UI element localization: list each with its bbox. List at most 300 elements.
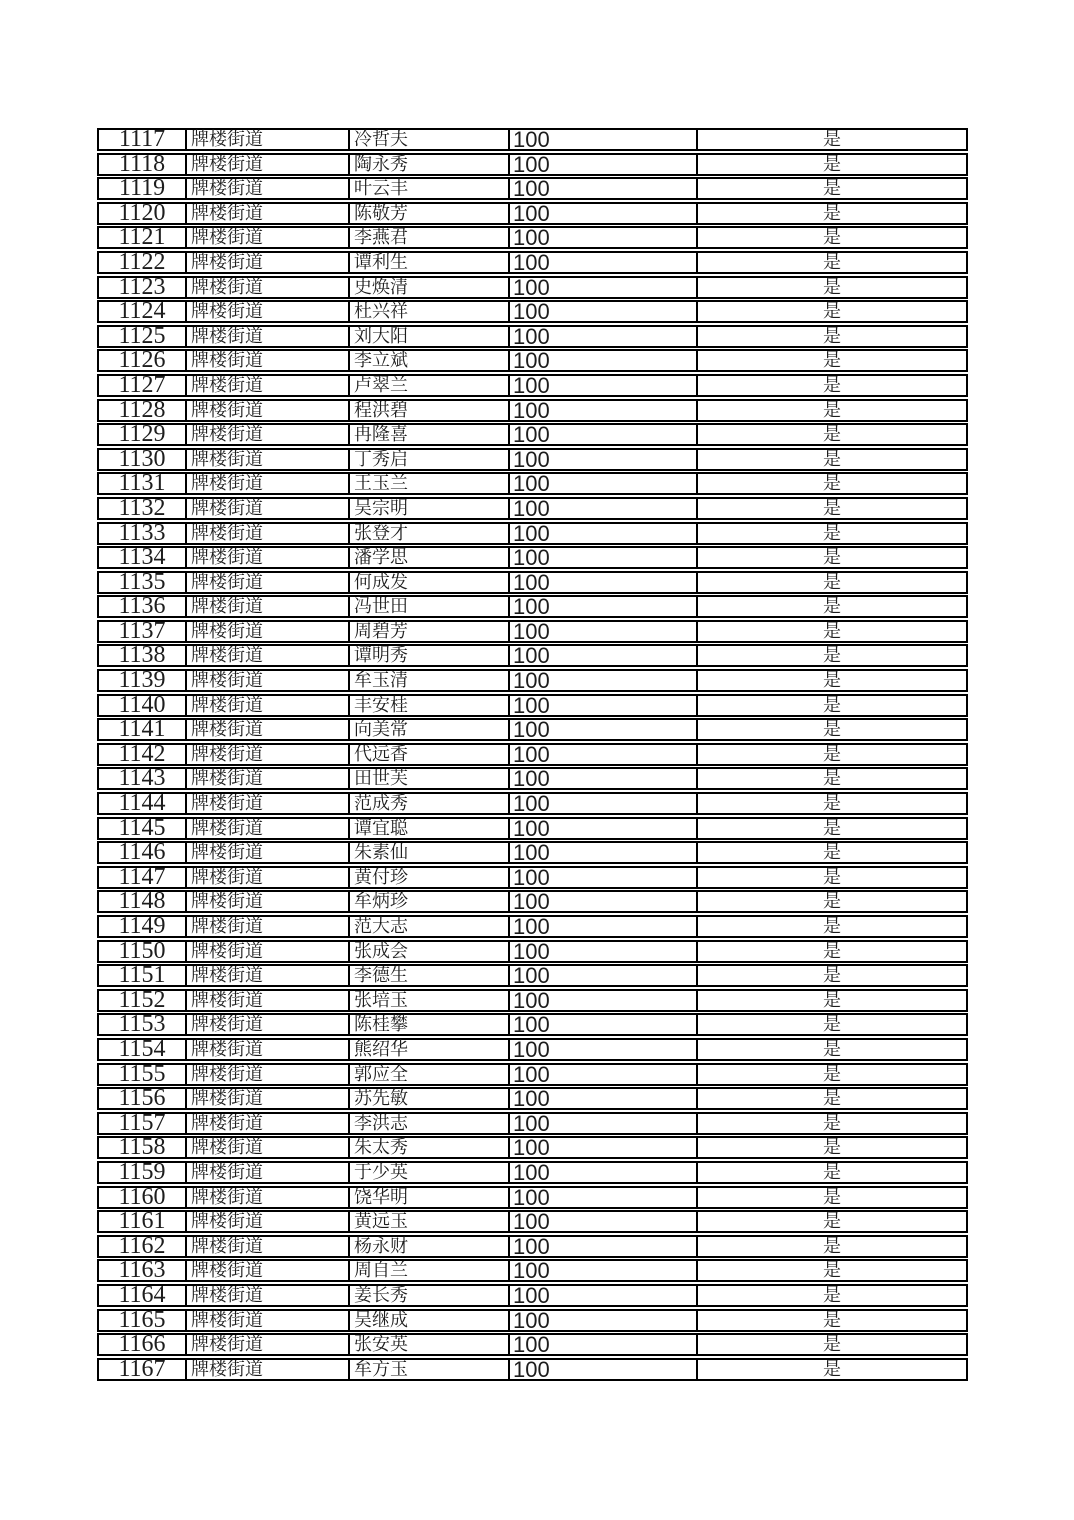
person-name-cell: 陶永秀 xyxy=(348,155,508,174)
person-name-cell: 史焕清 xyxy=(348,278,508,297)
person-name-cell: 范成秀 xyxy=(348,794,508,813)
table-row xyxy=(97,423,968,446)
table-row xyxy=(97,273,968,300)
score-cell: 100 xyxy=(508,696,696,715)
score-cell: 100 xyxy=(508,499,696,518)
row-number-cell: 1137 xyxy=(118,617,166,644)
table-row xyxy=(97,841,968,864)
row-number-cell: 1164 xyxy=(118,1281,166,1308)
table-row xyxy=(97,595,968,618)
person-name-cell: 冯世田 xyxy=(348,597,508,616)
score-cell: 100 xyxy=(508,204,696,223)
person-name-cell: 于少英 xyxy=(348,1163,508,1182)
table-row xyxy=(97,1035,968,1062)
score-cell: 100 xyxy=(508,573,696,592)
street-cell: 牌楼街道 xyxy=(185,671,348,690)
person-name-cell: 张登才 xyxy=(348,524,508,543)
confirmed-cell: 是 xyxy=(696,868,966,887)
person-name-cell: 周自兰 xyxy=(348,1261,508,1280)
table-row xyxy=(97,890,968,913)
confirmed-cell: 是 xyxy=(696,425,966,444)
row-number-cell: 1133 xyxy=(118,519,166,546)
table-row xyxy=(97,691,968,718)
score-cell: 100 xyxy=(508,745,696,764)
score-cell: 100 xyxy=(508,351,696,370)
row-number-cell: 1131 xyxy=(118,470,166,497)
row-number-cell: 1136 xyxy=(118,593,166,620)
score-cell: 100 xyxy=(508,1360,696,1379)
street-cell: 牌楼街道 xyxy=(185,302,348,321)
person-name-cell: 朱太秀 xyxy=(348,1138,508,1157)
street-cell: 牌楼街道 xyxy=(185,1286,348,1305)
score-cell: 100 xyxy=(508,1188,696,1207)
confirmed-cell: 是 xyxy=(696,1311,966,1330)
person-name-cell: 吴继成 xyxy=(348,1311,508,1330)
table-row xyxy=(97,300,968,323)
table-row xyxy=(97,986,968,1013)
table-row xyxy=(97,371,968,398)
table-row xyxy=(97,1136,968,1159)
person-name-cell: 李德生 xyxy=(348,966,508,985)
table-row xyxy=(97,1232,968,1259)
street-cell: 牌楼街道 xyxy=(185,769,348,788)
street-cell: 牌楼街道 xyxy=(185,1015,348,1034)
street-cell: 牌楼街道 xyxy=(185,1212,348,1231)
score-cell: 100 xyxy=(508,917,696,936)
person-name-cell: 熊绍华 xyxy=(348,1040,508,1059)
confirmed-cell: 是 xyxy=(696,401,966,420)
row-number-cell: 1149 xyxy=(118,913,166,939)
table-row xyxy=(97,767,968,790)
person-name-cell: 王玉兰 xyxy=(348,474,508,493)
street-cell: 牌楼街道 xyxy=(185,696,348,715)
confirmed-cell: 是 xyxy=(696,1114,966,1133)
table-row xyxy=(97,177,968,200)
score-cell: 100 xyxy=(508,1261,696,1280)
street-cell: 牌楼街道 xyxy=(185,351,348,370)
street-cell: 牌楼街道 xyxy=(185,720,348,739)
row-number-cell: 1120 xyxy=(118,199,166,226)
row-number-cell: 1141 xyxy=(118,716,166,743)
street-cell: 牌楼街道 xyxy=(185,892,348,911)
confirmed-cell: 是 xyxy=(696,573,966,592)
score-cell: 100 xyxy=(508,1237,696,1256)
score-cell: 100 xyxy=(508,253,696,272)
person-name-cell: 饶华明 xyxy=(348,1188,508,1207)
row-number-cell: 1148 xyxy=(118,888,166,915)
street-cell: 牌楼街道 xyxy=(185,843,348,862)
person-name-cell: 谭利生 xyxy=(348,253,508,272)
row-number-cell: 1127 xyxy=(118,371,166,398)
street-cell: 牌楼街道 xyxy=(185,450,348,469)
row-number-cell: 1145 xyxy=(118,814,166,841)
row-number-cell: 1143 xyxy=(118,765,166,792)
confirmed-cell: 是 xyxy=(696,228,966,247)
score-cell: 100 xyxy=(508,425,696,444)
table-row xyxy=(97,792,968,815)
table-row xyxy=(97,128,968,151)
score-cell: 100 xyxy=(508,991,696,1010)
street-cell: 牌楼街道 xyxy=(185,155,348,174)
score-cell: 100 xyxy=(508,1065,696,1084)
street-cell: 牌楼街道 xyxy=(185,327,348,346)
person-name-cell: 朱素仙 xyxy=(348,843,508,862)
table-row xyxy=(97,964,968,987)
table-row xyxy=(97,494,968,521)
person-name-cell: 牟玉清 xyxy=(348,671,508,690)
confirmed-cell: 是 xyxy=(696,351,966,370)
table-row xyxy=(97,322,968,349)
person-name-cell: 丰安桂 xyxy=(348,696,508,715)
person-name-cell: 杜兴祥 xyxy=(348,302,508,321)
row-number-cell: 1160 xyxy=(118,1183,166,1210)
confirmed-cell: 是 xyxy=(696,1163,966,1182)
confirmed-cell: 是 xyxy=(696,253,966,272)
score-cell: 100 xyxy=(508,228,696,247)
person-name-cell: 冉隆喜 xyxy=(348,425,508,444)
person-name-cell: 卢翠兰 xyxy=(348,376,508,395)
row-number-cell: 1162 xyxy=(118,1232,166,1259)
confirmed-cell: 是 xyxy=(696,819,966,838)
street-cell: 牌楼街道 xyxy=(185,1065,348,1084)
score-cell: 100 xyxy=(508,1138,696,1157)
row-number-cell: 1130 xyxy=(118,445,166,472)
street-cell: 牌楼街道 xyxy=(185,597,348,616)
street-cell: 牌楼街道 xyxy=(185,917,348,936)
row-number-cell: 1144 xyxy=(118,790,166,817)
confirmed-cell: 是 xyxy=(696,302,966,321)
score-cell: 100 xyxy=(508,1335,696,1354)
row-number-cell: 1158 xyxy=(118,1134,166,1161)
street-cell: 牌楼街道 xyxy=(185,1188,348,1207)
street-cell: 牌楼街道 xyxy=(185,179,348,198)
table-row xyxy=(97,1281,968,1308)
confirmed-cell: 是 xyxy=(696,1212,966,1231)
street-cell: 牌楼街道 xyxy=(185,253,348,272)
street-cell: 牌楼街道 xyxy=(185,991,348,1010)
street-cell: 牌楼街道 xyxy=(185,499,348,518)
score-cell: 100 xyxy=(508,474,696,493)
street-cell: 牌楼街道 xyxy=(185,1138,348,1157)
confirmed-cell: 是 xyxy=(696,1360,966,1379)
score-cell: 100 xyxy=(508,1089,696,1108)
confirmed-cell: 是 xyxy=(696,892,966,911)
confirmed-cell: 是 xyxy=(696,1065,966,1084)
row-number-cell: 1154 xyxy=(118,1035,166,1062)
street-cell: 牌楼街道 xyxy=(185,1237,348,1256)
row-number-cell: 1146 xyxy=(118,839,166,866)
person-name-cell: 何成发 xyxy=(348,573,508,592)
row-number-cell: 1138 xyxy=(118,642,166,669)
score-cell: 100 xyxy=(508,646,696,665)
score-cell: 100 xyxy=(508,966,696,985)
score-cell: 100 xyxy=(508,769,696,788)
person-name-cell: 田世芙 xyxy=(348,769,508,788)
score-cell: 100 xyxy=(508,622,696,641)
score-cell: 100 xyxy=(508,1114,696,1133)
street-cell: 牌楼街道 xyxy=(185,228,348,247)
row-number-cell: 1123 xyxy=(118,273,166,300)
street-cell: 牌楼街道 xyxy=(185,622,348,641)
street-cell: 牌楼街道 xyxy=(185,819,348,838)
row-number-cell: 1163 xyxy=(118,1257,166,1284)
confirmed-cell: 是 xyxy=(696,843,966,862)
street-cell: 牌楼街道 xyxy=(185,573,348,592)
person-name-cell: 向美常 xyxy=(348,720,508,739)
table-row xyxy=(97,937,968,964)
row-number-cell: 1122 xyxy=(118,248,166,275)
row-number-cell: 1157 xyxy=(118,1109,166,1136)
street-cell: 牌楼街道 xyxy=(185,1261,348,1280)
street-cell: 牌楼街道 xyxy=(185,1311,348,1330)
score-cell: 100 xyxy=(508,327,696,346)
row-number-cell: 1129 xyxy=(118,421,166,448)
person-name-cell: 陈桂攀 xyxy=(348,1015,508,1034)
table-row xyxy=(97,1087,968,1110)
table-row xyxy=(97,226,968,249)
street-cell: 牌楼街道 xyxy=(185,868,348,887)
score-cell: 100 xyxy=(508,868,696,887)
table-row xyxy=(97,915,968,938)
row-number-cell: 1147 xyxy=(118,863,166,890)
score-cell: 100 xyxy=(508,819,696,838)
table-row xyxy=(97,1306,968,1333)
score-cell: 100 xyxy=(508,843,696,862)
person-name-cell: 李洪志 xyxy=(348,1114,508,1133)
score-cell: 100 xyxy=(508,794,696,813)
person-name-cell: 张成会 xyxy=(348,942,508,961)
table-row xyxy=(97,718,968,741)
confirmed-cell: 是 xyxy=(696,1237,966,1256)
table-row xyxy=(97,519,968,546)
person-name-cell: 丁秀启 xyxy=(348,450,508,469)
table-row xyxy=(97,445,968,472)
table-row xyxy=(97,1060,968,1087)
street-cell: 牌楼街道 xyxy=(185,646,348,665)
score-cell: 100 xyxy=(508,450,696,469)
row-number-cell: 1140 xyxy=(118,691,166,718)
table-row xyxy=(97,1109,968,1136)
table-row xyxy=(97,349,968,372)
score-cell: 100 xyxy=(508,892,696,911)
street-cell: 牌楼街道 xyxy=(185,1089,348,1108)
person-name-cell: 刘大阳 xyxy=(348,327,508,346)
confirmed-cell: 是 xyxy=(696,499,966,518)
table-row xyxy=(97,248,968,275)
person-name-cell: 李立斌 xyxy=(348,351,508,370)
row-number-cell: 1142 xyxy=(118,740,166,767)
street-cell: 牌楼街道 xyxy=(185,1114,348,1133)
street-cell: 牌楼街道 xyxy=(185,376,348,395)
street-cell: 牌楼街道 xyxy=(185,966,348,985)
person-name-cell: 吴宗明 xyxy=(348,499,508,518)
person-name-cell: 黄远玉 xyxy=(348,1212,508,1231)
row-number-cell: 1117 xyxy=(118,126,166,152)
row-number-cell: 1121 xyxy=(118,224,166,251)
table-row xyxy=(97,1013,968,1036)
person-name-cell: 黄付珍 xyxy=(348,868,508,887)
confirmed-cell: 是 xyxy=(696,597,966,616)
person-name-cell: 杨永财 xyxy=(348,1237,508,1256)
table-row xyxy=(97,472,968,495)
row-number-cell: 1165 xyxy=(118,1306,166,1333)
street-cell: 牌楼街道 xyxy=(185,130,348,149)
score-cell: 100 xyxy=(508,1286,696,1305)
row-number-cell: 1124 xyxy=(118,298,166,325)
table-row xyxy=(97,1333,968,1356)
row-number-cell: 1159 xyxy=(118,1158,166,1185)
confirmed-cell: 是 xyxy=(696,1261,966,1280)
score-cell: 100 xyxy=(508,278,696,297)
row-number-cell: 1132 xyxy=(118,494,166,521)
confirmed-cell: 是 xyxy=(696,769,966,788)
street-cell: 牌楼街道 xyxy=(185,474,348,493)
street-cell: 牌楼街道 xyxy=(185,1040,348,1059)
table-row xyxy=(97,1183,968,1210)
confirmed-cell: 是 xyxy=(696,474,966,493)
confirmed-cell: 是 xyxy=(696,991,966,1010)
row-number-cell: 1139 xyxy=(118,667,166,694)
score-cell: 100 xyxy=(508,376,696,395)
table-row xyxy=(97,644,968,667)
street-cell: 牌楼街道 xyxy=(185,1335,348,1354)
row-number-cell: 1167 xyxy=(118,1355,166,1382)
row-number-cell: 1153 xyxy=(118,1011,166,1038)
score-cell: 100 xyxy=(508,548,696,567)
person-name-cell: 冷哲夫 xyxy=(348,130,508,149)
person-name-cell: 姜长秀 xyxy=(348,1286,508,1305)
street-cell: 牌楼街道 xyxy=(185,1360,348,1379)
confirmed-cell: 是 xyxy=(696,376,966,395)
street-cell: 牌楼街道 xyxy=(185,794,348,813)
score-cell: 100 xyxy=(508,942,696,961)
confirmed-cell: 是 xyxy=(696,327,966,346)
score-cell: 100 xyxy=(508,1015,696,1034)
score-cell: 100 xyxy=(508,1311,696,1330)
score-cell: 100 xyxy=(508,524,696,543)
table-row xyxy=(97,1259,968,1282)
person-name-cell: 牟炳珍 xyxy=(348,892,508,911)
row-number-cell: 1118 xyxy=(118,150,166,177)
confirmed-cell: 是 xyxy=(696,1138,966,1157)
row-number-cell: 1134 xyxy=(118,544,166,571)
confirmed-cell: 是 xyxy=(696,1188,966,1207)
score-cell: 100 xyxy=(508,302,696,321)
score-cell: 100 xyxy=(508,155,696,174)
table-row xyxy=(97,814,968,841)
score-cell: 100 xyxy=(508,1163,696,1182)
person-name-cell: 代远香 xyxy=(348,745,508,764)
table-row xyxy=(97,199,968,226)
row-number-cell: 1125 xyxy=(118,322,166,349)
confirmed-cell: 是 xyxy=(696,1040,966,1059)
person-name-cell: 牟方玉 xyxy=(348,1360,508,1379)
person-name-cell: 郭应全 xyxy=(348,1065,508,1084)
confirmed-cell: 是 xyxy=(696,646,966,665)
confirmed-cell: 是 xyxy=(696,130,966,149)
street-cell: 牌楼街道 xyxy=(185,204,348,223)
confirmed-cell: 是 xyxy=(696,278,966,297)
street-cell: 牌楼街道 xyxy=(185,745,348,764)
confirmed-cell: 是 xyxy=(696,204,966,223)
table-row xyxy=(97,1355,968,1382)
row-number-cell: 1166 xyxy=(118,1331,166,1358)
confirmed-cell: 是 xyxy=(696,720,966,739)
row-number-cell: 1155 xyxy=(118,1060,166,1087)
street-cell: 牌楼街道 xyxy=(185,942,348,961)
score-cell: 100 xyxy=(508,671,696,690)
person-name-cell: 李燕君 xyxy=(348,228,508,247)
street-cell: 牌楼街道 xyxy=(185,524,348,543)
confirmed-cell: 是 xyxy=(696,450,966,469)
person-name-cell: 谭宜聪 xyxy=(348,819,508,838)
person-name-cell: 潘学思 xyxy=(348,548,508,567)
table-row xyxy=(97,1158,968,1185)
person-name-cell: 张培玉 xyxy=(348,991,508,1010)
row-number-cell: 1126 xyxy=(118,347,166,374)
row-number-cell: 1135 xyxy=(118,568,166,595)
score-cell: 100 xyxy=(508,179,696,198)
table-row xyxy=(97,1210,968,1233)
table-row xyxy=(97,669,968,692)
row-number-cell: 1152 xyxy=(118,986,166,1013)
person-name-cell: 陈敬芳 xyxy=(348,204,508,223)
confirmed-cell: 是 xyxy=(696,696,966,715)
score-cell: 100 xyxy=(508,401,696,420)
person-name-cell: 周碧芳 xyxy=(348,622,508,641)
person-name-cell: 苏先敏 xyxy=(348,1089,508,1108)
confirmed-cell: 是 xyxy=(696,1089,966,1108)
street-cell: 牌楼街道 xyxy=(185,425,348,444)
confirmed-cell: 是 xyxy=(696,1335,966,1354)
confirmed-cell: 是 xyxy=(696,548,966,567)
score-cell: 100 xyxy=(508,720,696,739)
confirmed-cell: 是 xyxy=(696,155,966,174)
row-number-cell: 1150 xyxy=(118,937,166,964)
person-name-cell: 谭明秀 xyxy=(348,646,508,665)
street-cell: 牌楼街道 xyxy=(185,401,348,420)
confirmed-cell: 是 xyxy=(696,942,966,961)
confirmed-cell: 是 xyxy=(696,917,966,936)
row-number-cell: 1128 xyxy=(118,396,166,423)
person-name-cell: 张安英 xyxy=(348,1335,508,1354)
confirmed-cell: 是 xyxy=(696,1286,966,1305)
roster-table xyxy=(97,128,968,1381)
confirmed-cell: 是 xyxy=(696,671,966,690)
street-cell: 牌楼街道 xyxy=(185,1163,348,1182)
row-number-cell: 1161 xyxy=(118,1208,166,1235)
table-row xyxy=(97,396,968,423)
confirmed-cell: 是 xyxy=(696,622,966,641)
person-name-cell: 范大志 xyxy=(348,917,508,936)
confirmed-cell: 是 xyxy=(696,179,966,198)
person-name-cell: 程洪碧 xyxy=(348,401,508,420)
table-row xyxy=(97,863,968,890)
row-number-cell: 1156 xyxy=(118,1085,166,1112)
confirmed-cell: 是 xyxy=(696,794,966,813)
confirmed-cell: 是 xyxy=(696,745,966,764)
table-row xyxy=(97,617,968,644)
score-cell: 100 xyxy=(508,597,696,616)
score-cell: 100 xyxy=(508,130,696,149)
score-cell: 100 xyxy=(508,1040,696,1059)
table-row xyxy=(97,568,968,595)
confirmed-cell: 是 xyxy=(696,1015,966,1034)
table-row xyxy=(97,740,968,767)
table-row xyxy=(97,150,968,177)
row-number-cell: 1119 xyxy=(118,175,166,202)
table-row xyxy=(97,546,968,569)
